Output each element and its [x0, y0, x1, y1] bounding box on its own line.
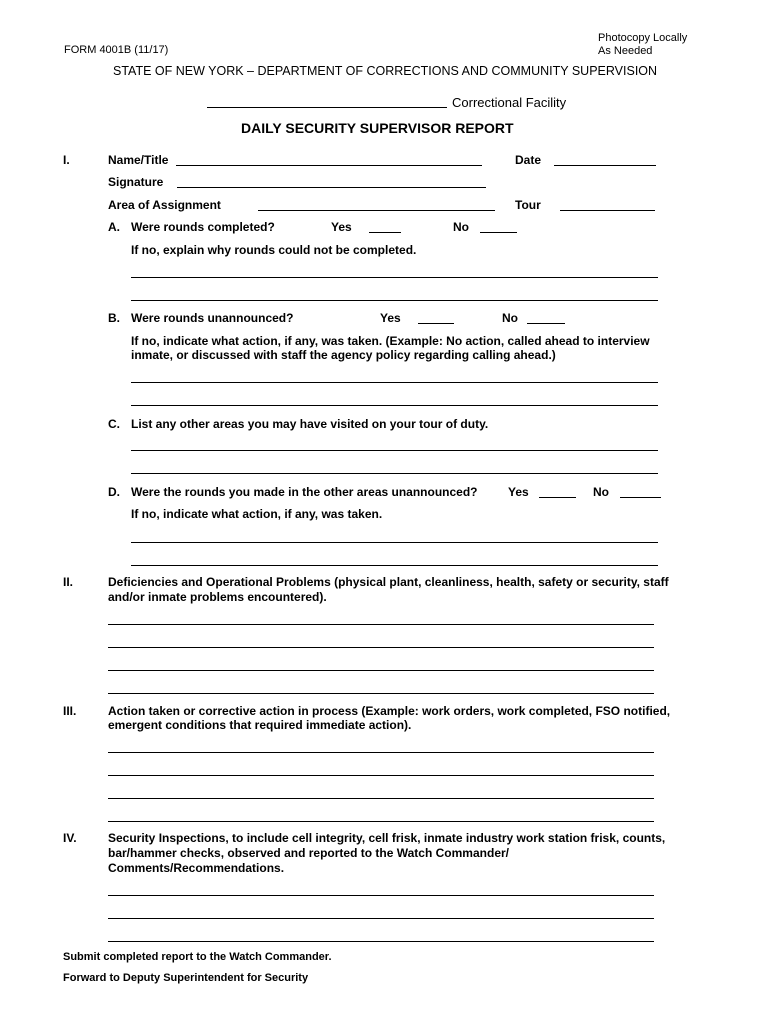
question-d-no-label: No: [593, 485, 609, 499]
section-4-text-line1: Security Inspections, to include cell integrity, cell frisk, inmate industry work station frisk, counts,: [108, 831, 666, 845]
submit-instruction: Submit completed report to the Watch Commander.: [63, 951, 332, 963]
question-b-yes-label: Yes: [380, 311, 401, 325]
question-b-answer-line[interactable]: [131, 382, 658, 383]
section-2-answer-line[interactable]: [108, 670, 654, 671]
tour-field[interactable]: [560, 210, 655, 211]
section-4-answer-line[interactable]: [108, 941, 654, 942]
question-d-answer-line[interactable]: [131, 542, 658, 543]
question-a-yes-label: Yes: [331, 220, 352, 234]
question-d-answer-line[interactable]: [131, 565, 658, 566]
question-a-explain: If no, explain why rounds could not be completed.: [131, 243, 417, 257]
question-a-text: Were rounds completed?: [131, 220, 275, 234]
facility-name-field[interactable]: [207, 107, 447, 108]
question-c-answer-line[interactable]: [131, 450, 658, 451]
name-title-label: Name/Title: [108, 153, 169, 167]
question-b-explain-line1: If no, indicate what action, if any, was taken. (Example: No action, called ahead to interview: [131, 334, 650, 348]
question-b-no-label: No: [502, 311, 518, 325]
section-2-answer-line[interactable]: [108, 693, 654, 694]
question-c-answer-line[interactable]: [131, 473, 658, 474]
section-3-numeral: III.: [63, 704, 77, 718]
form-number: FORM 4001B (11/17): [64, 44, 169, 56]
section-2-numeral: II.: [63, 575, 74, 589]
signature-field[interactable]: [177, 187, 486, 188]
section-3-answer-line[interactable]: [108, 798, 654, 799]
question-d-explain: If no, indicate what action, if any, was taken.: [131, 507, 383, 521]
question-b-answer-line[interactable]: [131, 405, 658, 406]
photocopy-note-line1: Photocopy Locally: [598, 32, 688, 44]
section-4-answer-line[interactable]: [108, 918, 654, 919]
question-a-yes-field[interactable]: [369, 232, 401, 233]
question-a-letter: A.: [108, 220, 120, 234]
forward-instruction: Forward to Deputy Superintendent for Security: [63, 972, 309, 984]
page-title: DAILY SECURITY SUPERVISOR REPORT: [241, 120, 514, 136]
question-b-letter: B.: [108, 311, 120, 325]
photocopy-note-line2: As Needed: [598, 45, 653, 57]
section-2-text-line1: Deficiencies and Operational Problems (physical plant, cleanliness, health, safety or security, staff: [108, 575, 669, 589]
section-4-text-line3: Comments/Recommendations.: [108, 861, 285, 875]
question-b-no-field[interactable]: [527, 323, 565, 324]
question-c-letter: C.: [108, 417, 120, 431]
question-a-no-label: No: [453, 220, 469, 234]
section-3-answer-line[interactable]: [108, 821, 654, 822]
question-d-letter: D.: [108, 485, 120, 499]
question-a-no-field[interactable]: [480, 232, 517, 233]
section-4-answer-line[interactable]: [108, 895, 654, 896]
question-a-answer-line[interactable]: [131, 277, 658, 278]
question-d-yes-label: Yes: [508, 485, 529, 499]
section-4-numeral: IV.: [63, 831, 77, 845]
question-b-yes-field[interactable]: [418, 323, 454, 324]
section-2-text-line2: and/or inmate problems encountered).: [108, 590, 327, 604]
section-4-text-line2: bar/hammer checks, observed and reported to the Watch Commander/: [108, 846, 509, 860]
section-2-answer-line[interactable]: [108, 624, 654, 625]
question-d-yes-field[interactable]: [539, 497, 576, 498]
date-label: Date: [515, 153, 542, 167]
section-3-answer-line[interactable]: [108, 752, 654, 753]
area-of-assignment-field[interactable]: [258, 210, 495, 211]
question-d-text: Were the rounds you made in the other areas unannounced?: [131, 485, 478, 499]
facility-suffix: Correctional Facility: [452, 95, 567, 110]
question-d-no-field[interactable]: [620, 497, 661, 498]
question-b-explain-line2: inmate, or discussed with staff the agency policy regarding calling ahead.): [131, 348, 556, 362]
section-1-numeral: I.: [63, 153, 70, 167]
date-field[interactable]: [554, 165, 656, 166]
area-of-assignment-label: Area of Assignment: [108, 198, 221, 212]
question-c-text: List any other areas you may have visited on your tour of duty.: [131, 417, 489, 431]
section-3-text-line2: emergent conditions that required immediate action).: [108, 718, 412, 732]
section-3-answer-line[interactable]: [108, 775, 654, 776]
agency-heading: STATE OF NEW YORK – DEPARTMENT OF CORRECTIONS AND COMMUNITY SUPERVISION: [113, 64, 658, 78]
section-2-answer-line[interactable]: [108, 647, 654, 648]
name-title-field[interactable]: [176, 165, 482, 166]
question-a-answer-line[interactable]: [131, 300, 658, 301]
tour-label: Tour: [515, 198, 541, 212]
question-b-text: Were rounds unannounced?: [131, 311, 294, 325]
signature-label: Signature: [108, 175, 164, 189]
section-3-text-line1: Action taken or corrective action in process (Example: work orders, work completed, FSO notified,: [108, 704, 671, 718]
